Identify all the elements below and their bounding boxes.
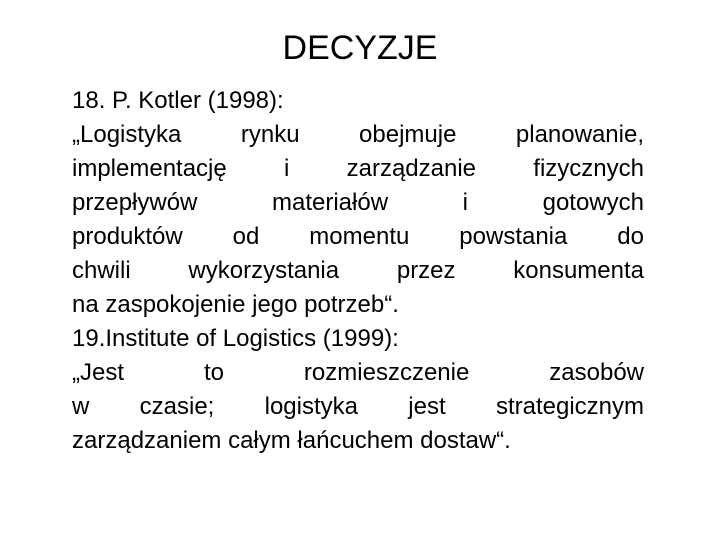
slide-body [72, 84, 644, 458]
text-line-kotler-quote-5: chwili wykorzystania przez konsumenta [72, 257, 644, 284]
text-line-kotler-quote-4: produktów od momentu powstania do [72, 223, 644, 250]
text-line-kotler-quote-1: „Logistyka rynku obejmuje planowanie, [72, 121, 644, 148]
text-line-kotler-quote-3: przepływów materiałów i gotowych [72, 189, 644, 216]
text-line-institute-quote-2: w czasie; logistyka jest strategicznym [72, 393, 644, 420]
text-line-institute-quote-1: „Jest to rozmieszczenie zasobów [72, 359, 644, 386]
text-line-kotler-quote-2: implementację i zarządzanie fizycznych [72, 155, 644, 182]
text-line-kotler-heading: 18. P. Kotler (1998): [72, 87, 284, 114]
text-line-institute-quote-3: zarządzaniem całym łańcuchem dostaw“. [72, 427, 511, 454]
text-line-institute-heading: 19.Institute of Logistics (1999): [72, 325, 399, 352]
text-line-kotler-quote-6: na zaspokojenie jego potrzeb“. [72, 291, 399, 318]
slide-title: DECYZJE [282, 29, 438, 67]
